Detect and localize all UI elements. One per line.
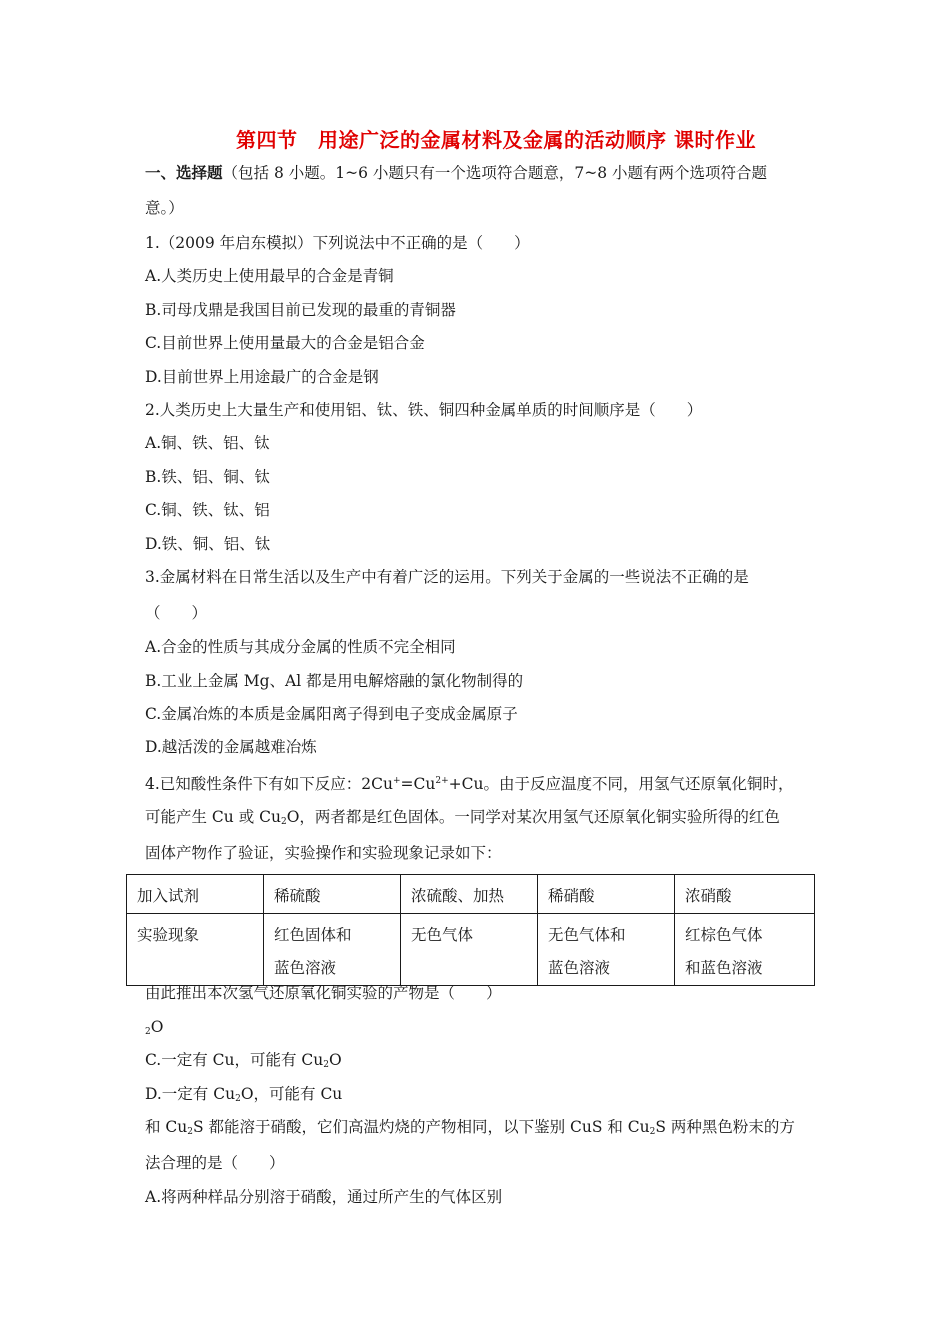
section-intro-text: （包括 8 小题。1~6 小题只有一个选项符合题意，7~8 小题有两个选项符合题 (222, 164, 768, 182)
table-header-cell: 稀硝酸 (538, 875, 675, 914)
q1-option-d: D.目前世界上用途最广的合金是钢 (145, 368, 379, 386)
q3-stem: 3.金属材料在日常生活以及生产中有着广泛的运用。下列关于金属的一些说法不正确的是 (145, 568, 749, 586)
page-title: 第四节 用途广泛的金属材料及金属的活动顺序 课时作业 (236, 128, 756, 152)
q2-stem: 2.人类历史上大量生产和使用铝、钛、铁、铜四种金属单质的时间顺序是（ ） (145, 401, 703, 419)
table-cell: 红棕色气体 和蓝色溶液 (675, 914, 815, 986)
q4-option-d: D.一定有 $Cu_2O$，可能有 Cu (145, 1085, 343, 1104)
q4-stem-line3: 固体产物作了验证，实验操作和实验现象记录如下： (145, 844, 502, 862)
section-intro (145, 163, 767, 183)
q4-option-c: C.一定有 Cu，可能有 $Cu_2O$ (145, 1051, 342, 1070)
section-intro-cont: 意。） (145, 199, 184, 217)
table-cell: 无色气体和 蓝色溶液 (538, 914, 675, 986)
table-cell: 无色气体 (401, 914, 538, 986)
q2-option-d: D.铁、铜、铝、钛 (145, 535, 271, 553)
q1-option-b: B.司母戊鼎是我国目前已发现的最重的青铜器 (145, 301, 456, 319)
table-row (127, 914, 815, 986)
q2-option-b: B.铁、铝、铜、钛 (145, 468, 270, 486)
q3-option-d: D.越活泼的金属越难冶炼 (145, 738, 317, 756)
q1-option-c: C.目前世界上使用量最大的合金是铝合金 (145, 334, 425, 352)
q3-option-a: A.合金的性质与其成分金属的性质不完全相同 (145, 638, 456, 656)
table-header-cell: 浓硝酸 (675, 875, 815, 914)
experiment-table (126, 874, 815, 986)
q5-stem-line2: 法合理的是（ ） (145, 1154, 285, 1172)
section-heading: 一、选择题 (145, 164, 223, 182)
q4-stem-line2: 可能产生 Cu 或 $Cu_2O$，两者都是红色固体。一同学对某次用氢气还原氧化铜实验所得的红色 (145, 808, 780, 827)
table-header-cell: 稀硫酸 (264, 875, 401, 914)
q2-option-c: C.铜、铁、钛、铝 (145, 501, 270, 519)
table-header-cell: 加入试剂 (127, 875, 264, 914)
q3-stem-cont: （ ） (145, 604, 208, 622)
q5-option-a: A.将两种样品分别溶于硝酸，通过所产生的气体区别 (145, 1188, 503, 1206)
table-cell: 实验现象 (127, 914, 264, 986)
q1-stem: 1.（2009 年启东模拟）下列说法中不正确的是（ ） (145, 234, 530, 252)
q4-fragment: $_2$O (145, 1018, 164, 1037)
table-header-cell: 浓硫酸、加热 (401, 875, 538, 914)
q5-stem: 和 $Cu_2S$ 都能溶于硝酸，它们高温灼烧的产物相同，以下鉴别 CuS 和 $Cu_2S$ 两种黑色粉末的方 (145, 1118, 795, 1137)
q2-option-a: A.铜、铁、铝、钛 (145, 434, 270, 452)
q3-option-c: C.金属冶炼的本质是金属阳离子得到电子变成金属原子 (145, 705, 518, 723)
table-cell: 红色固体和 蓝色溶液 (264, 914, 401, 986)
q1-option-a: A.人类历史上使用最早的合金是青铜 (145, 267, 394, 285)
q4-stem: 4.已知酸性条件下有如下反应：$2Cu^+=Cu^{2+}+Cu$。由于反应温度不同，用氢气还原氧化铜时， (145, 775, 794, 793)
table-header-row (127, 875, 815, 914)
q3-option-b: B.工业上金属 Mg、Al 都是用电解熔融的氯化物制得的 (145, 672, 524, 690)
q4-conclusion: 由此推出本次氢气还原氧化铜实验的产物是（ ） (145, 984, 502, 1002)
